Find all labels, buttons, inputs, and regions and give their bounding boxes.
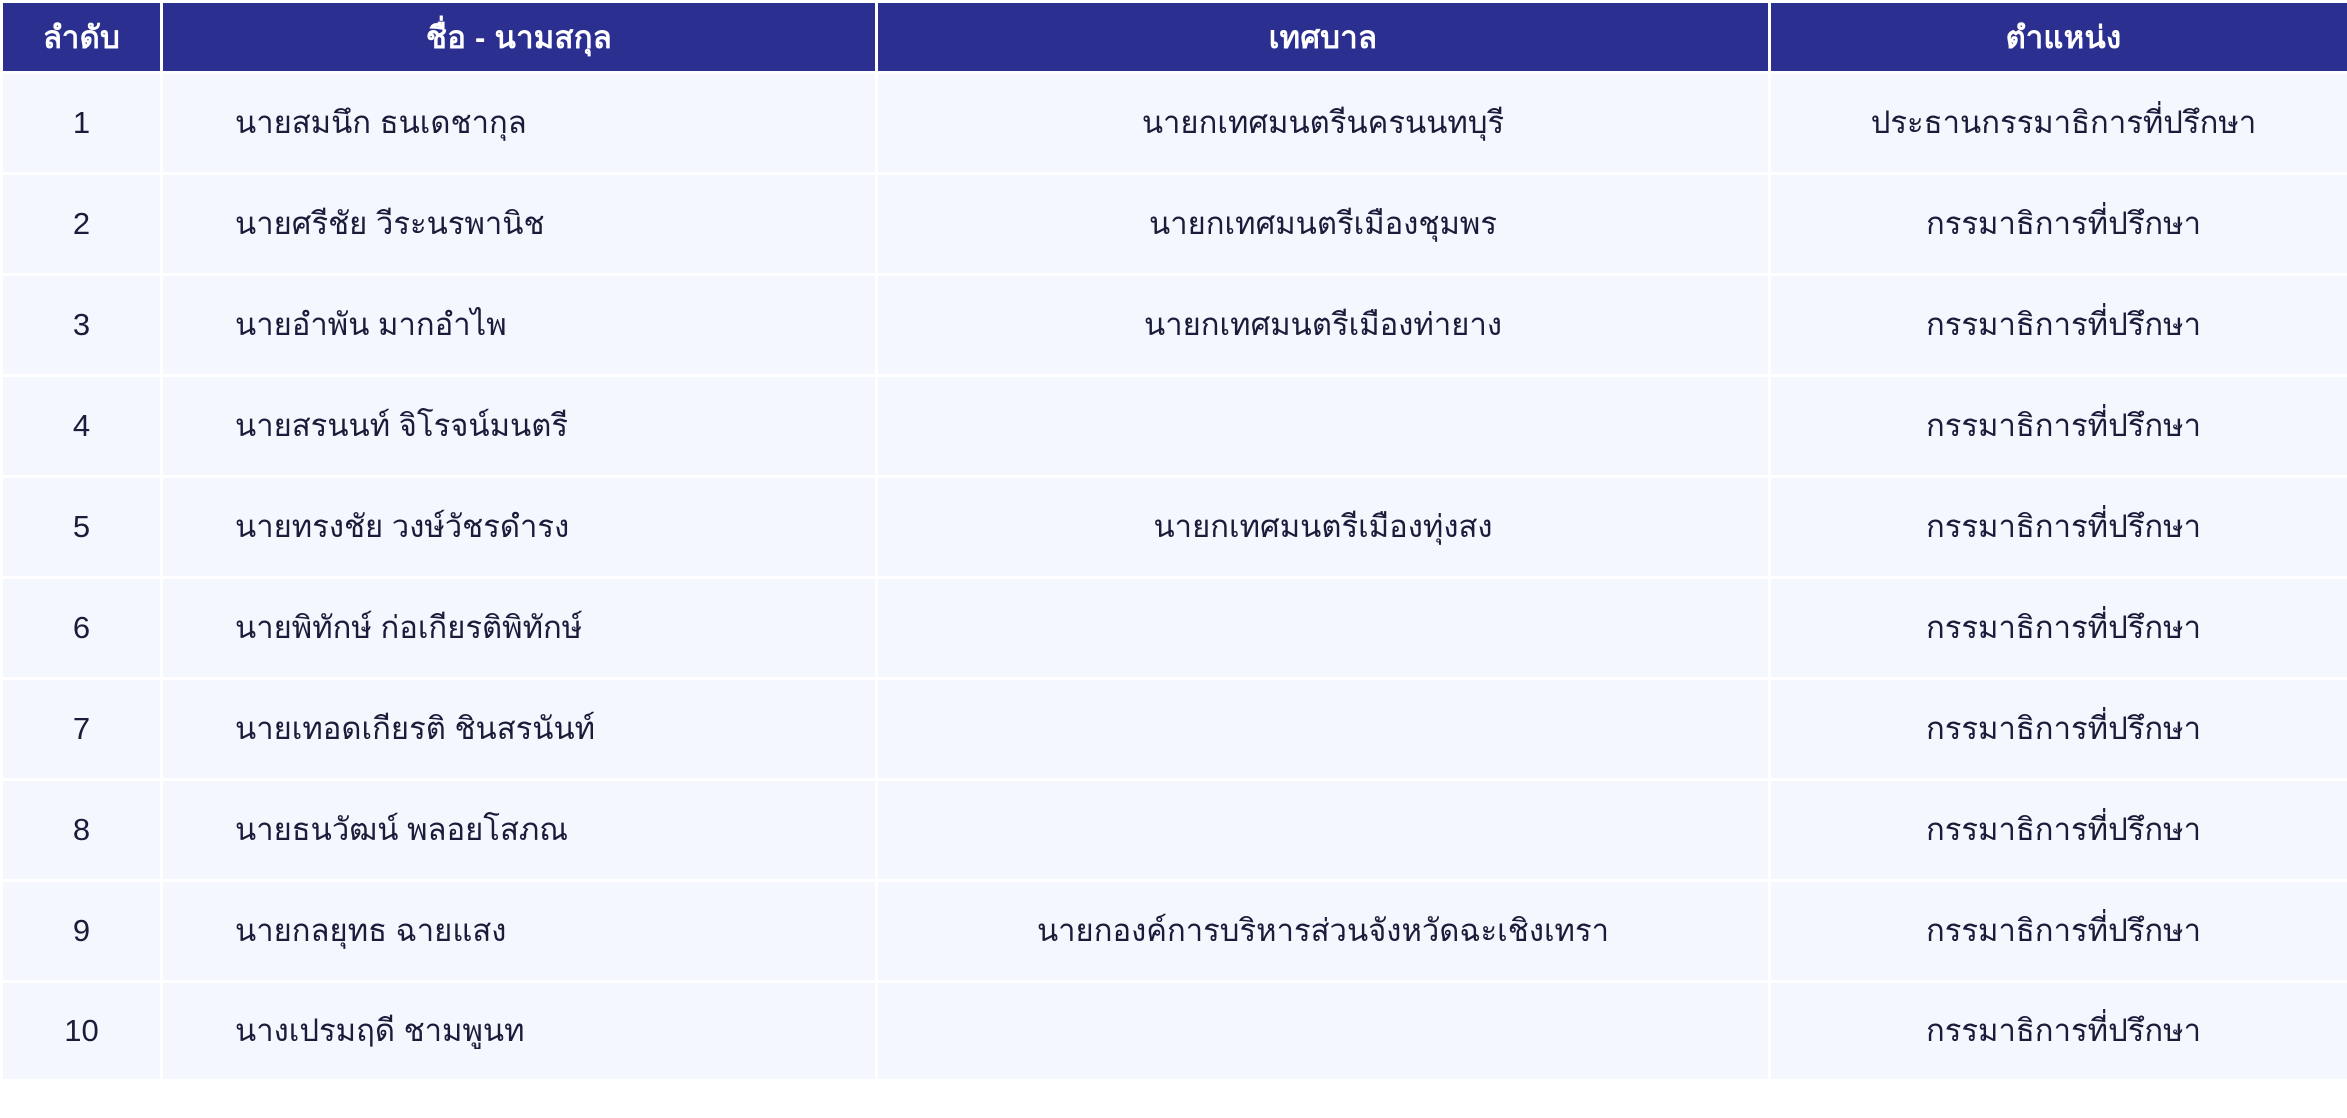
table-row — [3, 377, 2347, 475]
cell-municipality: นายกเทศมนตรีเมืองทุ่งสง — [878, 478, 1768, 576]
cell-order: 6 — [3, 579, 160, 677]
column-header-order: ลำดับ — [3, 3, 160, 71]
cell-name: นายสมนึก ธนเดชากุล — [163, 74, 875, 172]
table-row — [3, 882, 2347, 980]
cell-position: กรรมาธิการที่ปรึกษา — [1771, 276, 2347, 374]
cell-order: 8 — [3, 781, 160, 879]
cell-order: 10 — [3, 983, 160, 1079]
cell-name: นายอำพัน มากอำไพ — [163, 276, 875, 374]
cell-municipality — [878, 377, 1768, 475]
cell-position: กรรมาธิการที่ปรึกษา — [1771, 579, 2347, 677]
table-row — [3, 175, 2347, 273]
table-row — [3, 478, 2347, 576]
cell-name: นายสรนนท์ จิโรจน์มนตรี — [163, 377, 875, 475]
table-row — [3, 781, 2347, 879]
column-header-name: ชื่อ - นามสกุล — [163, 3, 875, 71]
table-row — [3, 680, 2347, 778]
cell-municipality — [878, 579, 1768, 677]
table-row — [3, 276, 2347, 374]
cell-name: นายกลยุทธ ฉายแสง — [163, 882, 875, 980]
column-header-position: ตำแหน่ง — [1771, 3, 2347, 71]
cell-position: กรรมาธิการที่ปรึกษา — [1771, 882, 2347, 980]
cell-municipality: นายกองค์การบริหารส่วนจังหวัดฉะเชิงเทรา — [878, 882, 1768, 980]
cell-order: 2 — [3, 175, 160, 273]
cell-position: กรรมาธิการที่ปรึกษา — [1771, 478, 2347, 576]
cell-position: กรรมาธิการที่ปรึกษา — [1771, 781, 2347, 879]
cell-order: 5 — [3, 478, 160, 576]
cell-name: นายเทอดเกียรติ ชินสรนันท์ — [163, 680, 875, 778]
cell-municipality — [878, 983, 1768, 1079]
cell-name: นายพิทักษ์ ก่อเกียรติพิทักษ์ — [163, 579, 875, 677]
cell-position: ประธานกรรมาธิการที่ปรึกษา — [1771, 74, 2347, 172]
cell-order: 1 — [3, 74, 160, 172]
cell-municipality — [878, 781, 1768, 879]
table-row — [3, 579, 2347, 677]
cell-municipality: นายกเทศมนตรีเมืองท่ายาง — [878, 276, 1768, 374]
cell-name: นายศรีชัย วีระนรพานิช — [163, 175, 875, 273]
table-header-row — [3, 3, 2347, 71]
cell-name: นายทรงชัย วงษ์วัชรดำรง — [163, 478, 875, 576]
cell-position: กรรมาธิการที่ปรึกษา — [1771, 680, 2347, 778]
column-header-municipality: เทศบาล — [878, 3, 1768, 71]
table-row — [3, 74, 2347, 172]
cell-position: กรรมาธิการที่ปรึกษา — [1771, 377, 2347, 475]
cell-name: นางเปรมฤดี ชามพูนท — [163, 983, 875, 1079]
cell-order: 7 — [3, 680, 160, 778]
cell-municipality: นายกเทศมนตรีเมืองชุมพร — [878, 175, 1768, 273]
cell-position: กรรมาธิการที่ปรึกษา — [1771, 983, 2347, 1079]
cell-municipality: นายกเทศมนตรีนครนนทบุรี — [878, 74, 1768, 172]
cell-municipality — [878, 680, 1768, 778]
table-header — [3, 3, 2347, 71]
cell-order: 4 — [3, 377, 160, 475]
cell-order: 3 — [3, 276, 160, 374]
cell-order: 9 — [3, 882, 160, 980]
cell-name: นายธนวัฒน์ พลอยโสภณ — [163, 781, 875, 879]
table-row — [3, 983, 2347, 1079]
table-body — [3, 74, 2347, 1079]
cell-position: กรรมาธิการที่ปรึกษา — [1771, 175, 2347, 273]
